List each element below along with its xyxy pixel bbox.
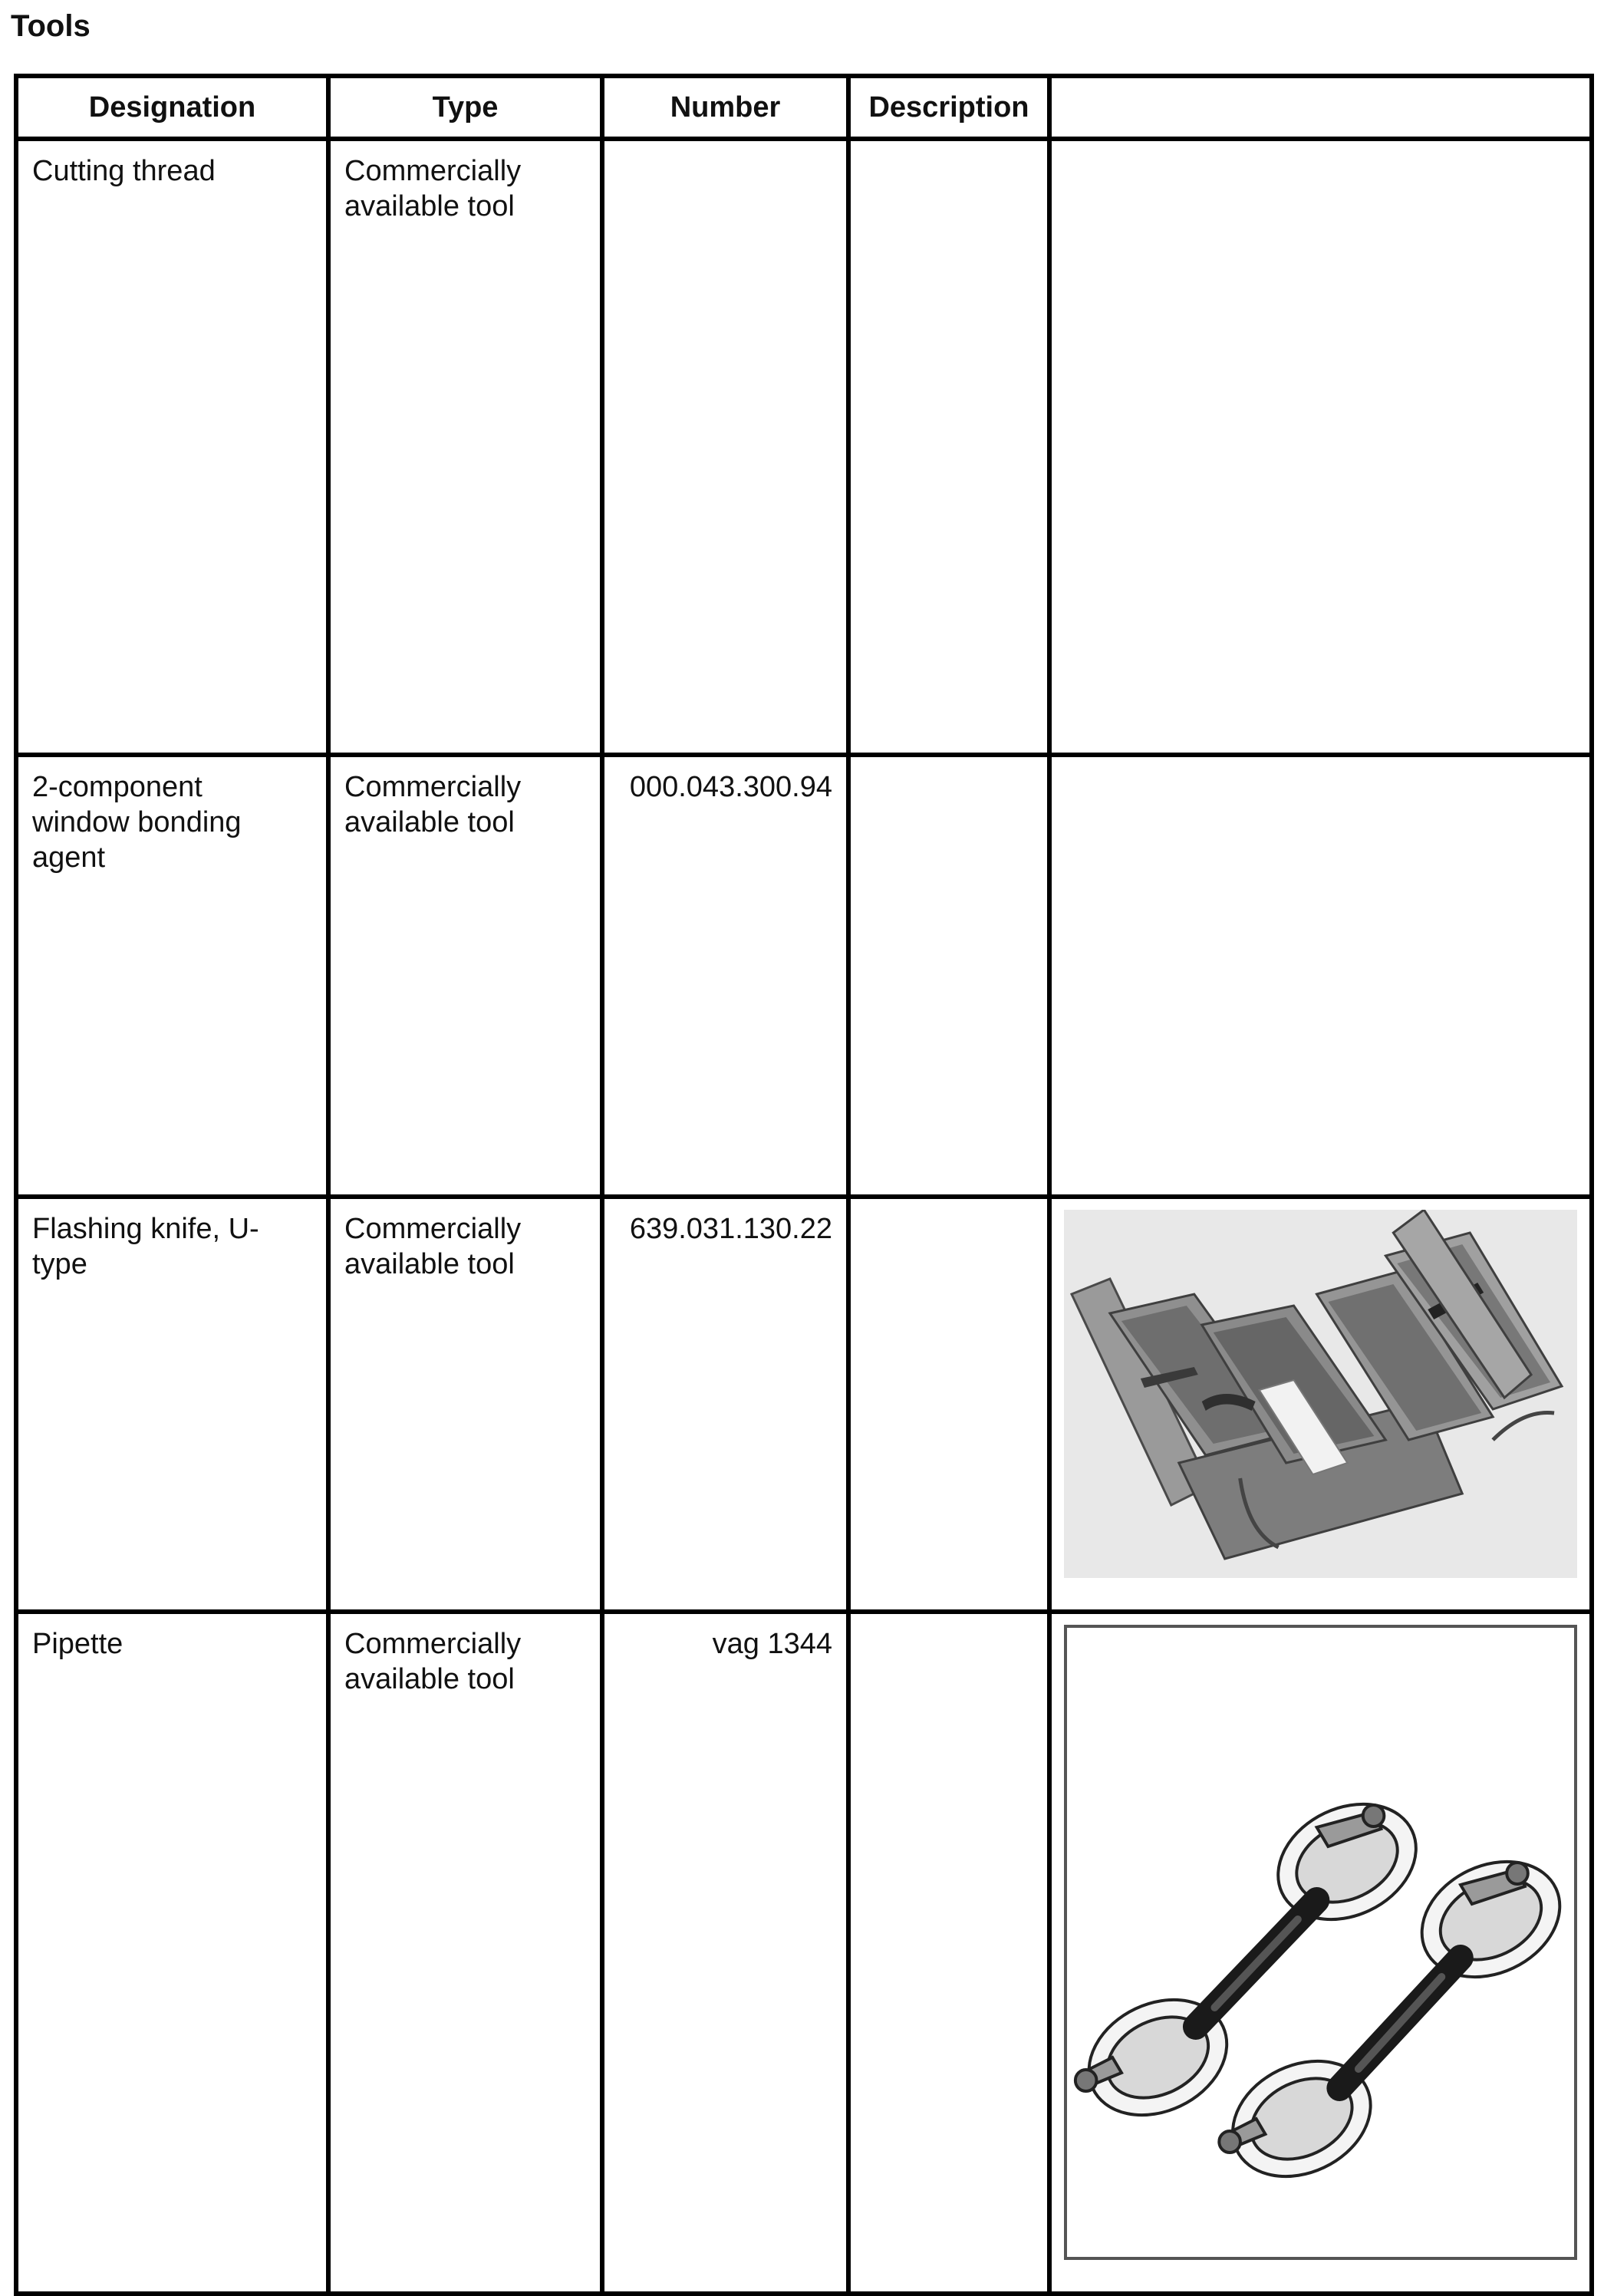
toolbox-image [1064,1210,1577,1578]
type-cell [328,1612,602,2294]
header-type: Type [328,76,602,139]
description-text [851,141,1047,153]
designation-cell [16,1197,328,1612]
table-row [16,1197,1592,1612]
number-text: vag 1344 [712,1628,832,1660]
type-text: Commercially available tool [344,1628,522,1695]
designation-cell [16,755,328,1197]
type-text: Commercially available tool [344,1213,522,1280]
description-text [851,757,1047,769]
image-cell [1049,1197,1592,1612]
header-description: Description [848,76,1049,139]
type-text: Commercially available tool [344,771,522,838]
type-cell [328,1197,602,1612]
header-designation: Designation [16,76,328,139]
number-text [604,141,846,153]
table-row [16,139,1592,755]
designation-text: Cutting thread [32,155,216,187]
table-row [16,755,1592,1197]
table-row [16,1612,1592,2294]
description-cell [848,1612,1049,2294]
type-text: Commercially available tool [344,155,522,222]
suction-lifter-image [1064,1625,1577,2260]
number-text: 000.043.300.94 [629,771,832,803]
number-cell [602,1612,848,2294]
designation-cell [16,1612,328,2294]
header-image [1049,76,1592,139]
description-cell [848,1197,1049,1612]
designation-text: Flashing knife, U- type [32,1213,259,1280]
type-cell [328,139,602,755]
table-header-row [16,76,1592,139]
description-cell [848,755,1049,1197]
header-number: Number [602,76,848,139]
number-cell [602,755,848,1197]
image-cell [1049,755,1592,1197]
description-text [851,1614,1047,1626]
number-cell [602,1197,848,1612]
designation-text: 2-component window bonding agent [32,771,242,874]
type-cell [328,755,602,1197]
page-title: Tools [11,9,91,43]
number-cell [602,139,848,755]
designation-cell [16,139,328,755]
description-text [851,1199,1047,1211]
number-text: 639.031.130.22 [629,1213,832,1245]
designation-text: Pipette [32,1628,124,1660]
image-cell [1049,139,1592,755]
description-cell [848,139,1049,755]
tools-table [14,74,1594,2296]
image-cell [1049,1612,1592,2294]
